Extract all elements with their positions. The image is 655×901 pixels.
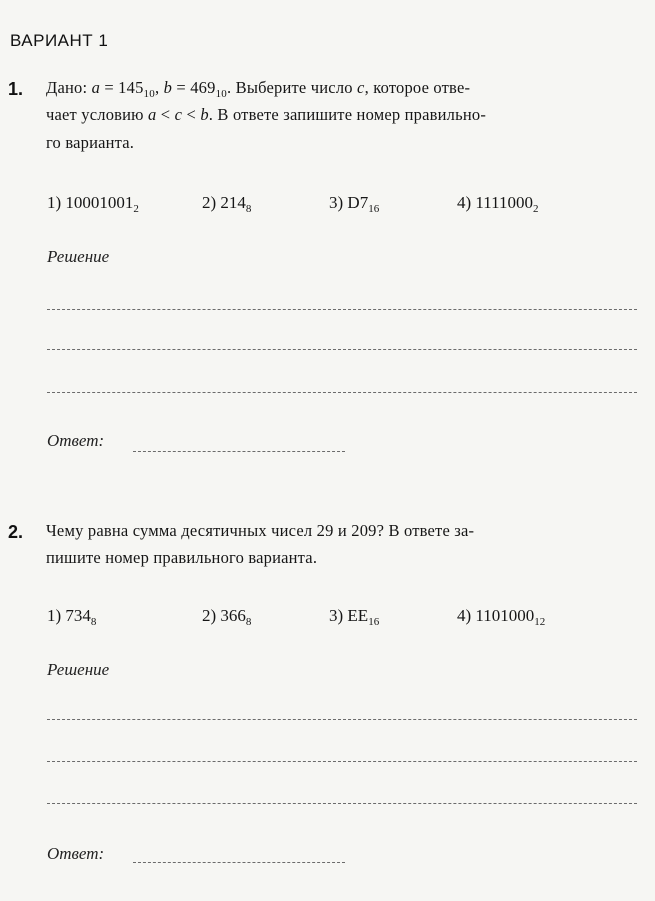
task-text-line: пишите номер правильного варианта. <box>46 548 318 567</box>
solution-label: Решение <box>47 247 110 266</box>
var-c: c <box>357 78 365 97</box>
base-subscript: 8 <box>90 616 97 628</box>
text: , которое отве- <box>364 78 471 97</box>
task-text-line: Чему равна сумма десятичных чисел 29 и 209? В ответе за- <box>46 521 475 540</box>
var-a: a <box>148 105 157 124</box>
answer-label: Ответ: <box>47 431 105 450</box>
option-value: 1101000 <box>475 606 535 625</box>
text: = 469 <box>172 78 216 97</box>
base-subscript: 16 <box>368 203 380 215</box>
option-number: 1) <box>47 193 66 212</box>
solution-line[interactable] <box>47 349 637 350</box>
solution-line[interactable] <box>47 392 637 393</box>
task1-option-1 <box>47 193 139 213</box>
text: . В ответе запишите номер правильно- <box>208 105 487 124</box>
answer-label: Ответ: <box>47 844 105 863</box>
task-text-line <box>46 78 470 98</box>
base-subscript: 12 <box>534 616 546 628</box>
var-b: b <box>163 78 173 97</box>
task2-option-1 <box>47 606 96 626</box>
solution-line[interactable] <box>47 803 637 804</box>
option-number: 4) <box>457 193 476 212</box>
text: , <box>154 78 164 97</box>
base-subscript: 2 <box>133 203 139 215</box>
answer-line[interactable] <box>133 862 345 863</box>
task2-option-2 <box>202 606 251 626</box>
base-subscript: 2 <box>533 203 539 215</box>
option-value: 214 <box>220 193 246 212</box>
text: < <box>182 105 201 124</box>
text: чает условию <box>46 105 149 124</box>
task-text-line <box>46 105 486 125</box>
task-number: 1. <box>8 79 24 99</box>
solution-line[interactable] <box>47 761 637 762</box>
option-value: 366 <box>220 606 246 625</box>
option-number: 4) <box>457 606 476 625</box>
var-b: b <box>200 105 209 124</box>
var-c: c <box>174 105 183 124</box>
option-value: D7 <box>347 193 369 212</box>
solution-line[interactable] <box>47 719 637 720</box>
text: = 145 <box>100 78 144 97</box>
text: Дано: <box>46 78 92 97</box>
option-value: EE <box>347 606 369 625</box>
option-number: 1) <box>47 606 66 625</box>
task-text-line: го варианта. <box>46 133 135 152</box>
base-subscript: 10 <box>143 88 155 100</box>
base-subscript: 10 <box>215 88 227 100</box>
option-number: 3) <box>329 606 348 625</box>
option-number: 2) <box>202 606 221 625</box>
task2-option-3 <box>329 606 379 626</box>
option-value: 734 <box>65 606 91 625</box>
option-value: 1111000 <box>475 193 534 212</box>
base-subscript: 8 <box>245 203 252 215</box>
task2-option-4 <box>457 606 545 626</box>
solution-label: Решение <box>47 660 110 679</box>
option-number: 3) <box>329 193 348 212</box>
text: . Выберите число <box>226 78 358 97</box>
var-a: a <box>91 78 101 97</box>
option-number: 2) <box>202 193 221 212</box>
base-subscript: 8 <box>245 616 252 628</box>
task1-option-4 <box>457 193 539 213</box>
task1-option-2 <box>202 193 251 213</box>
task1-option-3 <box>329 193 379 213</box>
answer-line[interactable] <box>133 451 345 452</box>
text: < <box>156 105 175 124</box>
task-number: 2. <box>8 522 24 542</box>
option-value: 10001001 <box>65 193 134 212</box>
variant-title: ВАРИАНТ 1 <box>10 31 109 50</box>
base-subscript: 16 <box>368 616 380 628</box>
solution-line[interactable] <box>47 309 637 310</box>
